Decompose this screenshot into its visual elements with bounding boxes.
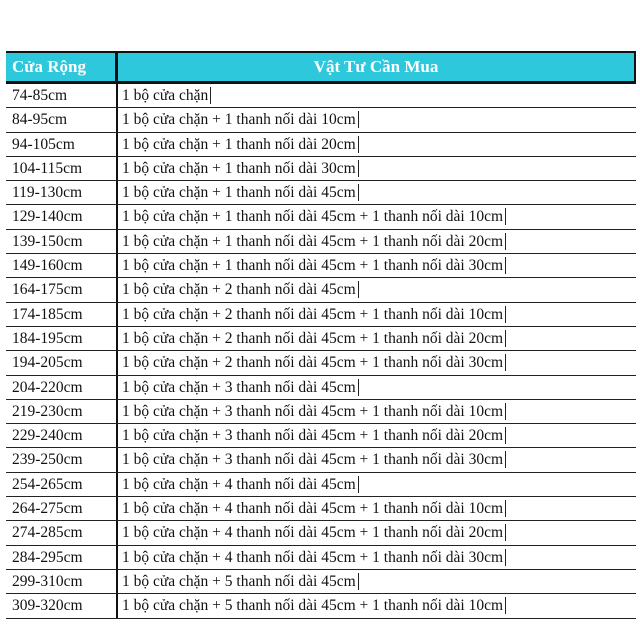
table-row[interactable] [6, 133, 636, 157]
cell-door-width[interactable]: 204-220cm [6, 376, 118, 399]
table-row[interactable] [6, 351, 636, 375]
cell-materials[interactable] [118, 303, 636, 326]
cell-door-width[interactable]: 194-205cm [6, 351, 118, 374]
cell-materials[interactable] [118, 424, 636, 447]
cell-materials-text: 1 bộ cửa chặn + 1 thanh nối dài 10cm [122, 111, 359, 128]
cell-door-width[interactable]: 239-250cm [6, 448, 118, 471]
cell-door-width[interactable]: 74-85cm [6, 84, 118, 107]
table-row[interactable] [6, 327, 636, 351]
cell-materials[interactable] [118, 108, 636, 131]
header-materials: Vật Tư Cần Mua [118, 53, 636, 81]
cell-door-width[interactable]: 274-285cm [6, 521, 118, 544]
table-row[interactable] [6, 497, 636, 521]
table-row[interactable] [6, 181, 636, 205]
cell-materials-text: 1 bộ cửa chặn + 1 thanh nối dài 45cm + 1 thanh nối dài 30cm [122, 257, 506, 274]
cell-door-width[interactable]: 184-195cm [6, 327, 118, 350]
cell-materials-text: 1 bộ cửa chặn + 2 thanh nối dài 45cm + 1 thanh nối dài 30cm [122, 354, 506, 371]
cell-door-width[interactable]: 219-230cm [6, 400, 118, 423]
cell-materials-text: 1 bộ cửa chặn + 4 thanh nối dài 45cm + 1 thanh nối dài 30cm [122, 549, 506, 566]
cell-materials[interactable] [118, 181, 636, 204]
cell-materials-text: 1 bộ cửa chặn + 1 thanh nối dài 45cm + 1 thanh nối dài 20cm [122, 233, 506, 250]
cell-materials[interactable] [118, 230, 636, 253]
cell-materials-text: 1 bộ cửa chặn + 3 thanh nối dài 45cm [122, 379, 359, 396]
cell-door-width[interactable]: 299-310cm [6, 570, 118, 593]
cell-materials-text: 1 bộ cửa chặn + 1 thanh nối dài 20cm [122, 136, 359, 153]
table-row[interactable] [6, 546, 636, 570]
table-row[interactable] [6, 84, 636, 108]
cell-materials[interactable] [118, 278, 636, 301]
cell-door-width[interactable]: 104-115cm [6, 157, 118, 180]
table-row[interactable] [6, 448, 636, 472]
cell-materials-text: 1 bộ cửa chặn + 5 thanh nối dài 45cm [122, 573, 359, 590]
cell-door-width[interactable]: 164-175cm [6, 278, 118, 301]
table-row[interactable] [6, 521, 636, 545]
cell-materials-text: 1 bộ cửa chặn + 3 thanh nối dài 45cm + 1 thanh nối dài 10cm [122, 403, 506, 420]
cell-materials[interactable] [118, 84, 636, 107]
table-row[interactable] [6, 424, 636, 448]
table-row[interactable] [6, 594, 636, 618]
table-row[interactable] [6, 376, 636, 400]
table-row[interactable] [6, 108, 636, 132]
cell-materials[interactable] [118, 157, 636, 180]
header-door-width: Cửa Rộng [6, 53, 118, 81]
cell-materials[interactable] [118, 376, 636, 399]
cell-door-width[interactable]: 254-265cm [6, 473, 118, 496]
cell-materials[interactable] [118, 133, 636, 156]
cell-materials-text: 1 bộ cửa chặn + 4 thanh nối dài 45cm + 1 thanh nối dài 10cm [122, 500, 506, 517]
cell-materials[interactable] [118, 254, 636, 277]
table-row[interactable] [6, 230, 636, 254]
cell-materials[interactable] [118, 400, 636, 423]
cell-materials[interactable] [118, 546, 636, 569]
cell-materials[interactable] [118, 497, 636, 520]
cell-materials[interactable] [118, 473, 636, 496]
table-row[interactable] [6, 205, 636, 229]
table-row[interactable] [6, 157, 636, 181]
table-row[interactable] [6, 278, 636, 302]
cell-materials[interactable] [118, 594, 636, 617]
table-header [6, 51, 636, 84]
table-row[interactable] [6, 254, 636, 278]
cell-materials-text: 1 bộ cửa chặn [122, 87, 211, 104]
cell-materials-text: 1 bộ cửa chặn + 4 thanh nối dài 45cm [122, 476, 359, 493]
cell-door-width[interactable]: 309-320cm [6, 594, 118, 617]
cell-materials-text: 1 bộ cửa chặn + 4 thanh nối dài 45cm + 1 thanh nối dài 20cm [122, 524, 506, 541]
cell-door-width[interactable]: 139-150cm [6, 230, 118, 253]
cell-door-width[interactable]: 264-275cm [6, 497, 118, 520]
cell-materials-text: 1 bộ cửa chặn + 1 thanh nối dài 45cm [122, 184, 359, 201]
cell-materials-text: 1 bộ cửa chặn + 3 thanh nối dài 45cm + 1 thanh nối dài 20cm [122, 427, 506, 444]
cell-door-width[interactable]: 84-95cm [6, 108, 118, 131]
cell-materials[interactable] [118, 327, 636, 350]
table-row[interactable] [6, 473, 636, 497]
cell-materials[interactable] [118, 448, 636, 471]
cell-materials-text: 1 bộ cửa chặn + 2 thanh nối dài 45cm + 1 thanh nối dài 20cm [122, 330, 506, 347]
cell-door-width[interactable]: 94-105cm [6, 133, 118, 156]
cell-door-width[interactable]: 284-295cm [6, 546, 118, 569]
table-body [6, 84, 636, 619]
cell-door-width[interactable]: 229-240cm [6, 424, 118, 447]
cell-materials-text: 1 bộ cửa chặn + 2 thanh nối dài 45cm [122, 281, 359, 298]
cell-materials-text: 1 bộ cửa chặn + 3 thanh nối dài 45cm + 1 thanh nối dài 30cm [122, 451, 506, 468]
cell-materials-text: 1 bộ cửa chặn + 1 thanh nối dài 30cm [122, 160, 359, 177]
cell-materials-text: 1 bộ cửa chặn + 1 thanh nối dài 45cm + 1 thanh nối dài 10cm [122, 208, 506, 225]
cell-materials-text: 1 bộ cửa chặn + 5 thanh nối dài 45cm + 1 thanh nối dài 10cm [122, 597, 506, 614]
spreadsheet-table [6, 51, 636, 619]
cell-materials[interactable] [118, 570, 636, 593]
cell-materials-text: 1 bộ cửa chặn + 2 thanh nối dài 45cm + 1 thanh nối dài 10cm [122, 306, 506, 323]
cell-door-width[interactable]: 119-130cm [6, 181, 118, 204]
table-row[interactable] [6, 570, 636, 594]
cell-materials[interactable] [118, 521, 636, 544]
cell-door-width[interactable]: 174-185cm [6, 303, 118, 326]
cell-materials[interactable] [118, 351, 636, 374]
table-row[interactable] [6, 400, 636, 424]
table-row[interactable] [6, 303, 636, 327]
cell-door-width[interactable]: 129-140cm [6, 205, 118, 228]
cell-door-width[interactable]: 149-160cm [6, 254, 118, 277]
cell-materials[interactable] [118, 205, 636, 228]
